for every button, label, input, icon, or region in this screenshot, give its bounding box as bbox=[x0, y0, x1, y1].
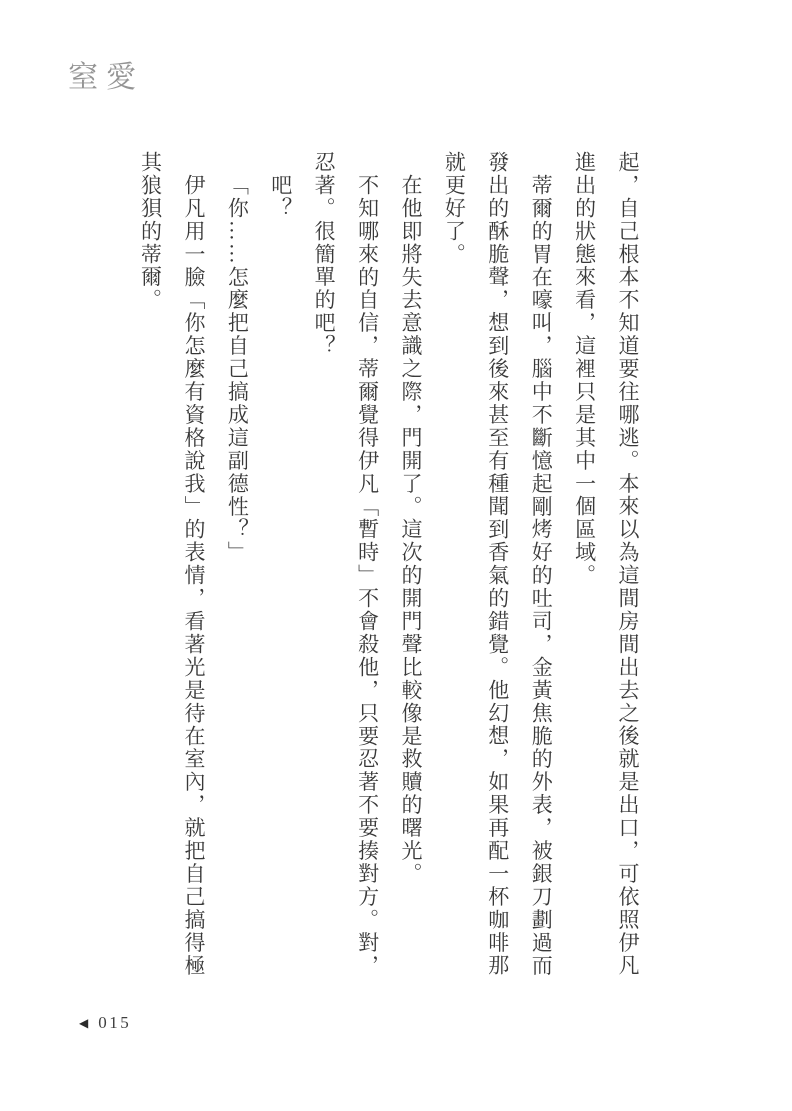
paragraph: 蒂爾的胃在嚎叫，腦中不斷憶起剛烤好的吐司，金黃焦脆的外表，被銀刀劃過而發出的酥脆聲，想到後來甚至有種聞到香氣的錯覺。他幻想，如果再配一杯咖啡那就更好了。 bbox=[442, 151, 554, 978]
paragraph: 吧？ bbox=[268, 174, 293, 220]
paragraph: 伊凡用一臉「你怎麼有資格說我」的表情，看著光是待在室內，就把自己搞得極其狼狽的蒂爾。 bbox=[138, 151, 206, 978]
paragraph: 「你……怎麼把自己搞成這副德性？」 bbox=[225, 174, 250, 565]
paragraph: 起，自己根本不知道要往哪逃。本來以為這間房間出去之後就是出口，可依照伊凡進出的狀態來看，這裡只是其中一個區域。 bbox=[572, 151, 640, 978]
running-header-title: 窒愛 bbox=[68, 61, 144, 94]
paragraph: 不知哪來的自信，蒂爾覺得伊凡「暫時」不會殺他，只要忍著不要揍對方。對，忍著。很簡單的吧？ bbox=[312, 151, 380, 978]
page-number: 015 bbox=[98, 1013, 132, 1032]
paragraph: 在他即將失去意識之際，門開了。這次的開門聲比較像是救贖的曙光。 bbox=[398, 174, 423, 886]
left-triangle-icon: ◀ bbox=[79, 1016, 89, 1030]
text-block bbox=[128, 151, 649, 979]
page-footer bbox=[79, 1013, 131, 1033]
